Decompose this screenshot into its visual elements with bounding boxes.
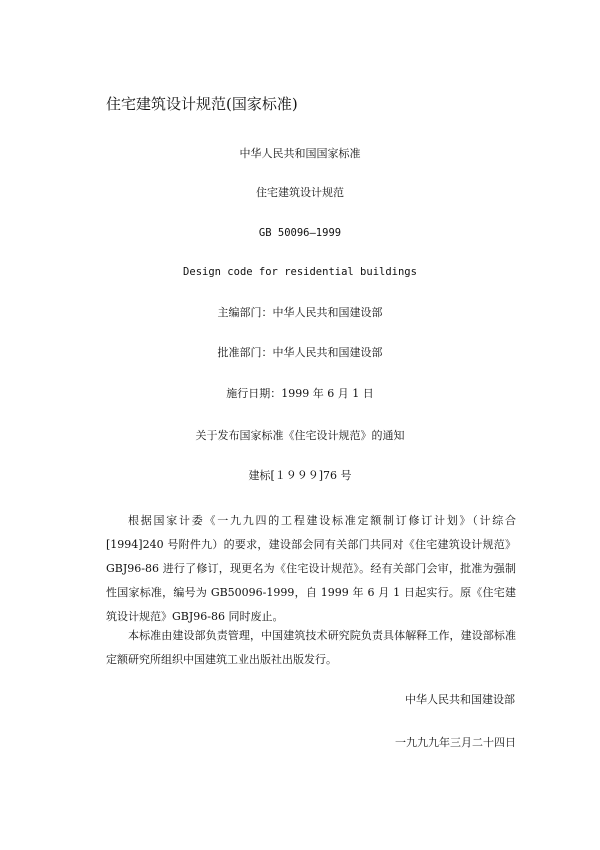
document-title: 住宅建筑设计规范(国家标准)	[106, 95, 298, 113]
issue-date: 一九九九年三月二十四日	[395, 736, 516, 749]
standard-code: GB 50096—1999	[258, 227, 342, 239]
standard-name-en: Design code for residential buildings	[183, 266, 417, 278]
standard-category: 中华人民共和国国家标准	[239, 147, 361, 160]
body-paragraph: 根据国家计委《一九九四的工程建设标准定额制订修订计划》（计综合[1994]240 号附件九）的要求，建设部会同有关部门共同对《住宅建筑设计规范》GBJ96-86 进行了修订，现更名为《住宅设计规范》。经有关部门会审，批准为强制性国家标准，编号为 GB50096-1999，自 1999 年 6 月 1 日起实行。原《住宅建筑设计规范》GBJ96-86 同时废止。	[106, 514, 516, 623]
body-paragraph: 本标准由建设部负责管理，中国建筑技术研究院负责具体解释工作，建设部标准定额研究所组织中国建筑工业出版社出版发行。	[106, 629, 516, 666]
editor-department: 主编部门：中华人民共和国建设部	[217, 306, 383, 319]
notice-title: 关于发布国家标准《住宅设计规范》的通知	[195, 429, 405, 442]
approval-department: 批准部门：中华人民共和国建设部	[217, 346, 383, 359]
standard-name-cn: 住宅建筑设计规范	[256, 186, 344, 199]
issuer-signature: 中华人民共和国建设部	[405, 693, 515, 706]
effective-date: 施行日期：1999 年 6 月 1 日	[226, 387, 374, 400]
notice-number: 建标[１９９９]76 号	[248, 469, 352, 482]
